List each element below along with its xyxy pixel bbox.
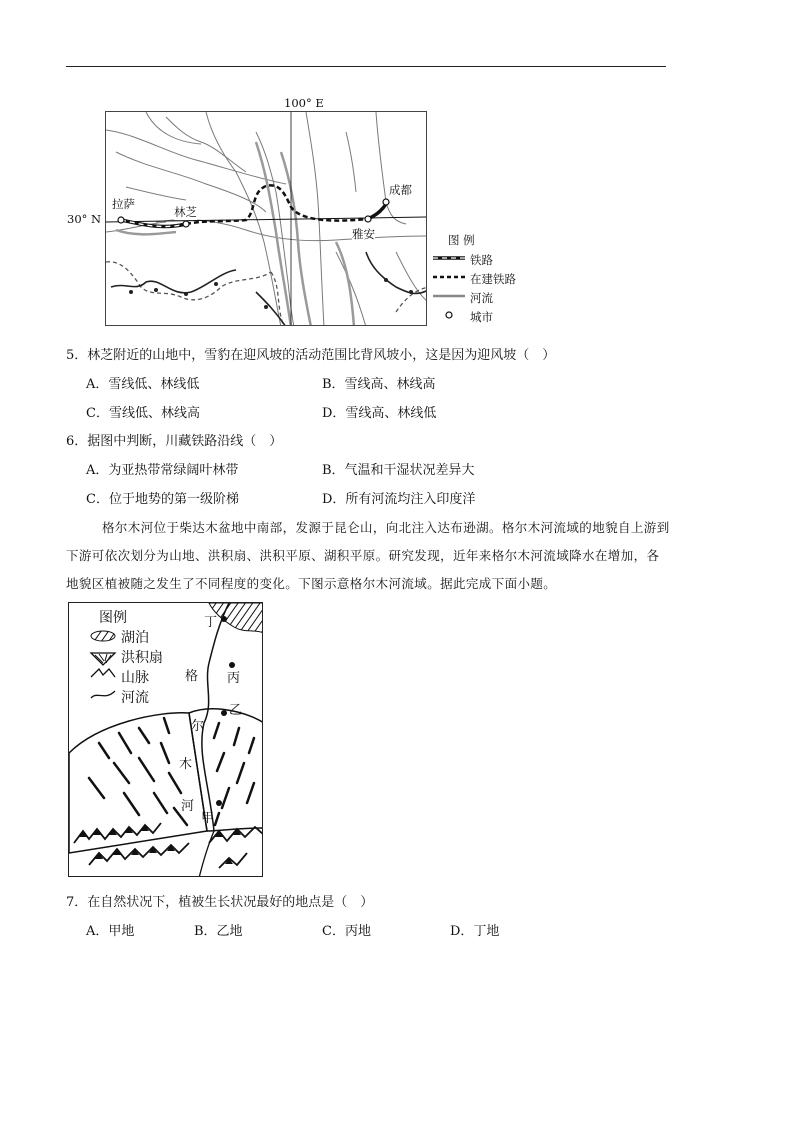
legend-title: 图 例: [448, 233, 475, 247]
q7-option-b[interactable]: B．乙地: [194, 924, 243, 939]
q6-option-a[interactable]: A．为亚热带常绿阔叶林带: [86, 463, 239, 478]
q5-option-c[interactable]: C．雪线低、林线高: [86, 406, 200, 421]
legend-symbols: [432, 252, 466, 322]
question-6-stem: 6．据图中判断，川藏铁路沿线（ ）: [66, 434, 283, 449]
q7-option-d[interactable]: D．丁地: [450, 924, 500, 939]
river-name-char-1: 格: [185, 665, 198, 684]
legend-river: 河流: [470, 291, 493, 305]
point-ding-label: 丁: [204, 615, 218, 630]
latitude-label: 30° N: [67, 212, 102, 226]
longitude-label: 100° E: [284, 96, 324, 110]
river-name-char-4: 河: [181, 799, 195, 814]
question-5-stem: 5．林芝附近的山地中，雪豹在迎风坡的活动范围比背风坡小，这是因为迎风坡（ ）: [66, 348, 556, 363]
q5-option-d[interactable]: D．雪线高、林线低: [322, 406, 437, 421]
passage-line-1: 格尔木河位于柴达木盆地中南部，发源于昆仑山，向北注入达布逊湖。格尔木河流域的地貌自上游到: [102, 520, 670, 535]
sichuan-tibet-railway-map: [105, 111, 427, 326]
map2-legend-mountain: 山脉: [121, 670, 149, 686]
question-7-stem: 7．在自然状况下，植被生长状况最好的地点是（ ）: [66, 895, 374, 910]
legend-city: 城市: [470, 310, 493, 324]
map1-legend: [432, 232, 532, 327]
city-nyingchi-label: 林芝: [174, 205, 197, 219]
map1-drawing: [106, 112, 427, 326]
q6-option-d[interactable]: D．所有河流均注入印度洋: [322, 492, 476, 507]
city-chengdu-label: 成都: [389, 183, 412, 197]
map2-legend-title: 图例: [99, 610, 127, 626]
header-rule: [66, 66, 666, 67]
map2-drawing: [69, 603, 263, 877]
point-yi-label: 乙: [229, 703, 243, 718]
river-name-char-3: 木: [179, 757, 193, 772]
river-name-char-2: 尔: [191, 719, 205, 734]
map2-legend-lake: 湖泊: [121, 630, 149, 646]
point-jia-label: 甲: [201, 811, 215, 826]
golmud-river-basin-map: [68, 602, 263, 877]
q7-option-a[interactable]: A．甲地: [86, 924, 135, 939]
point-bing-label: 丙: [227, 671, 241, 686]
legend-railway-construction: 在建铁路: [470, 272, 516, 286]
q7-option-c[interactable]: C．丙地: [322, 924, 371, 939]
map2-legend-river: 河流: [121, 690, 149, 706]
passage-line-3: 地貌区植被随之发生了不同程度的变化。下图示意格尔木河流域。据此完成下面小题。: [66, 576, 557, 591]
city-lhasa-label: 拉萨: [112, 197, 135, 211]
city-yaan-label: 雅安: [352, 227, 375, 241]
passage-line-2: 下游可依次划分为山地、洪积扇、洪积平原、湖积平原。研究发现，近年来格尔木河流域降水在增加，各: [66, 548, 660, 563]
q6-option-b[interactable]: B．气温和干湿状况差异大: [322, 463, 475, 478]
q5-option-a[interactable]: A．雪线低、林线低: [86, 377, 200, 392]
q6-option-c[interactable]: C．位于地势的第一级阶梯: [86, 492, 239, 507]
legend-railway: 铁路: [470, 253, 493, 267]
map2-legend-fan: 洪积扇: [121, 650, 163, 666]
q5-option-b[interactable]: B．雪线高、林线高: [322, 377, 436, 392]
